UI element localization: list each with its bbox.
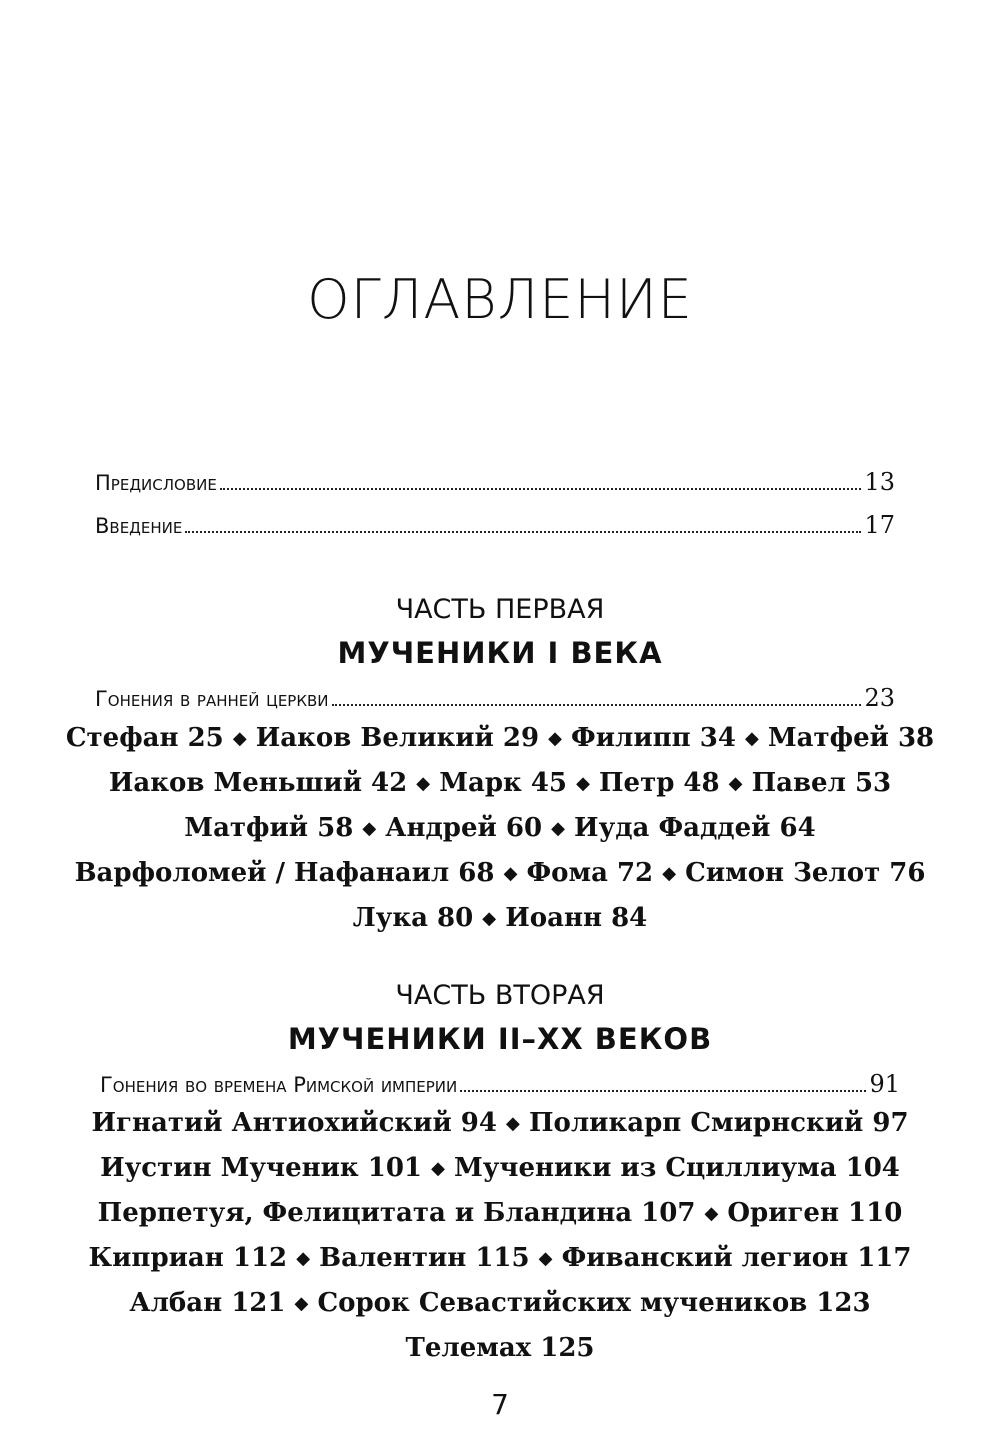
martyr-row bbox=[60, 762, 940, 807]
martyr-entry: Киприан 112 bbox=[88, 1243, 288, 1273]
martyr-entry: Ориген 110 bbox=[727, 1198, 903, 1228]
toc-entry-page: 91 bbox=[869, 1070, 900, 1098]
martyr-entry: Игнатий Антиохийский 94 bbox=[91, 1108, 497, 1138]
toc-entry-label: Предисловие bbox=[95, 471, 217, 495]
martyr-entry: Фиванский легион 117 bbox=[561, 1243, 912, 1273]
martyr-entry: Петр 48 bbox=[598, 768, 720, 798]
martyr-row bbox=[60, 1327, 940, 1370]
martyr-entry: Фома 72 bbox=[526, 858, 654, 888]
martyr-entry: Иаков Великий 29 bbox=[255, 723, 540, 753]
toc-entry-label: Введение bbox=[95, 514, 183, 538]
martyr-row bbox=[60, 1192, 940, 1237]
martyr-entry: Андрей 60 bbox=[385, 813, 543, 843]
martyr-entry: Матфий 58 bbox=[184, 813, 354, 843]
martyr-entry: Филипп 34 bbox=[571, 723, 736, 753]
diamond-separator-icon: ◆ bbox=[294, 1293, 309, 1314]
martyr-entry: Иустин Мученик 101 bbox=[100, 1153, 423, 1183]
diamond-separator-icon: ◆ bbox=[728, 773, 743, 794]
dot-leader bbox=[460, 1089, 866, 1092]
martyr-entry: Сорок Севастийских мучеников 123 bbox=[317, 1288, 871, 1318]
diamond-separator-icon: ◆ bbox=[416, 773, 431, 794]
martyr-entry: Матфей 38 bbox=[767, 723, 935, 753]
martyr-row bbox=[60, 1147, 940, 1192]
martyr-row bbox=[60, 1102, 940, 1147]
toc-entry-page: 13 bbox=[864, 468, 895, 496]
martyr-entry: Иоанн 84 bbox=[505, 903, 648, 933]
diamond-separator-icon: ◆ bbox=[362, 818, 377, 839]
martyr-row bbox=[60, 852, 940, 897]
martyr-entry: Мученики из Сциллиума 104 bbox=[454, 1153, 900, 1183]
martyr-row bbox=[60, 897, 940, 942]
martyr-entry: Иуда Фаддей 64 bbox=[574, 813, 816, 843]
martyr-row bbox=[60, 1282, 940, 1327]
dot-leader bbox=[332, 703, 862, 706]
toc-entry-part-one-intro bbox=[95, 684, 895, 712]
diamond-separator-icon: ◆ bbox=[506, 1113, 520, 1134]
diamond-separator-icon: ◆ bbox=[576, 773, 590, 794]
martyr-entry: Симон Зелот 76 bbox=[685, 858, 926, 888]
diamond-separator-icon: ◆ bbox=[538, 1248, 553, 1269]
martyr-entry: Павел 53 bbox=[751, 768, 892, 798]
toc-entry-label: Гонения во времена Римской империи bbox=[100, 1073, 458, 1097]
diamond-separator-icon: ◆ bbox=[296, 1248, 311, 1269]
diamond-separator-icon: ◆ bbox=[662, 863, 677, 884]
martyr-row bbox=[60, 717, 940, 762]
diamond-separator-icon: ◆ bbox=[431, 1158, 445, 1179]
martyr-entry: Варфоломей / Нафанаил 68 bbox=[74, 858, 495, 888]
part-two-label: ЧАСТЬ ВТОРАЯ bbox=[395, 980, 605, 1011]
page-number: 7 bbox=[491, 1388, 509, 1421]
diamond-separator-icon: ◆ bbox=[551, 818, 565, 839]
toc-entry-part-two-intro bbox=[100, 1070, 900, 1098]
martyr-entry: Иаков Меньший 42 bbox=[108, 768, 408, 798]
part-two-title: МУЧЕНИКИ II–XX ВЕКОВ bbox=[287, 1022, 713, 1056]
page-title: ОГЛАВЛЕНИЕ bbox=[307, 268, 693, 331]
toc-entry-introduction bbox=[95, 511, 895, 539]
martyr-row bbox=[60, 807, 940, 852]
toc-entry-page: 17 bbox=[864, 511, 895, 539]
martyr-entry: Валентин 115 bbox=[319, 1243, 530, 1273]
part-one-label: ЧАСТЬ ПЕРВАЯ bbox=[395, 594, 605, 625]
martyr-entry: Перпетуя, Фелицитата и Бландина 107 bbox=[97, 1198, 696, 1228]
martyr-entry: Лука 80 bbox=[352, 903, 474, 933]
diamond-separator-icon: ◆ bbox=[744, 728, 759, 749]
martyr-entry: Поликарп Смирнский 97 bbox=[528, 1108, 909, 1138]
martyr-entry: Албан 121 bbox=[129, 1288, 286, 1318]
diamond-separator-icon: ◆ bbox=[503, 863, 518, 884]
toc-entry-page: 23 bbox=[864, 684, 895, 712]
martyr-entry: Марк 45 bbox=[439, 768, 568, 798]
diamond-separator-icon: ◆ bbox=[232, 728, 247, 749]
toc-entry-label: Гонения в ранней церкви bbox=[95, 687, 329, 711]
diamond-separator-icon: ◆ bbox=[548, 728, 562, 749]
part-one-title: МУЧЕНИКИ I ВЕКА bbox=[337, 636, 663, 670]
dot-leader bbox=[185, 530, 861, 533]
martyr-row bbox=[60, 1237, 940, 1282]
diamond-separator-icon: ◆ bbox=[482, 908, 497, 929]
martyr-entry: Стефан 25 bbox=[65, 723, 224, 753]
dot-leader bbox=[220, 487, 862, 490]
diamond-separator-icon: ◆ bbox=[704, 1203, 719, 1224]
toc-entry-preface bbox=[95, 468, 895, 496]
part-two-martyr-list bbox=[60, 1102, 940, 1370]
martyr-entry: Телемах 125 bbox=[405, 1333, 595, 1363]
part-one-martyr-list bbox=[60, 717, 940, 942]
